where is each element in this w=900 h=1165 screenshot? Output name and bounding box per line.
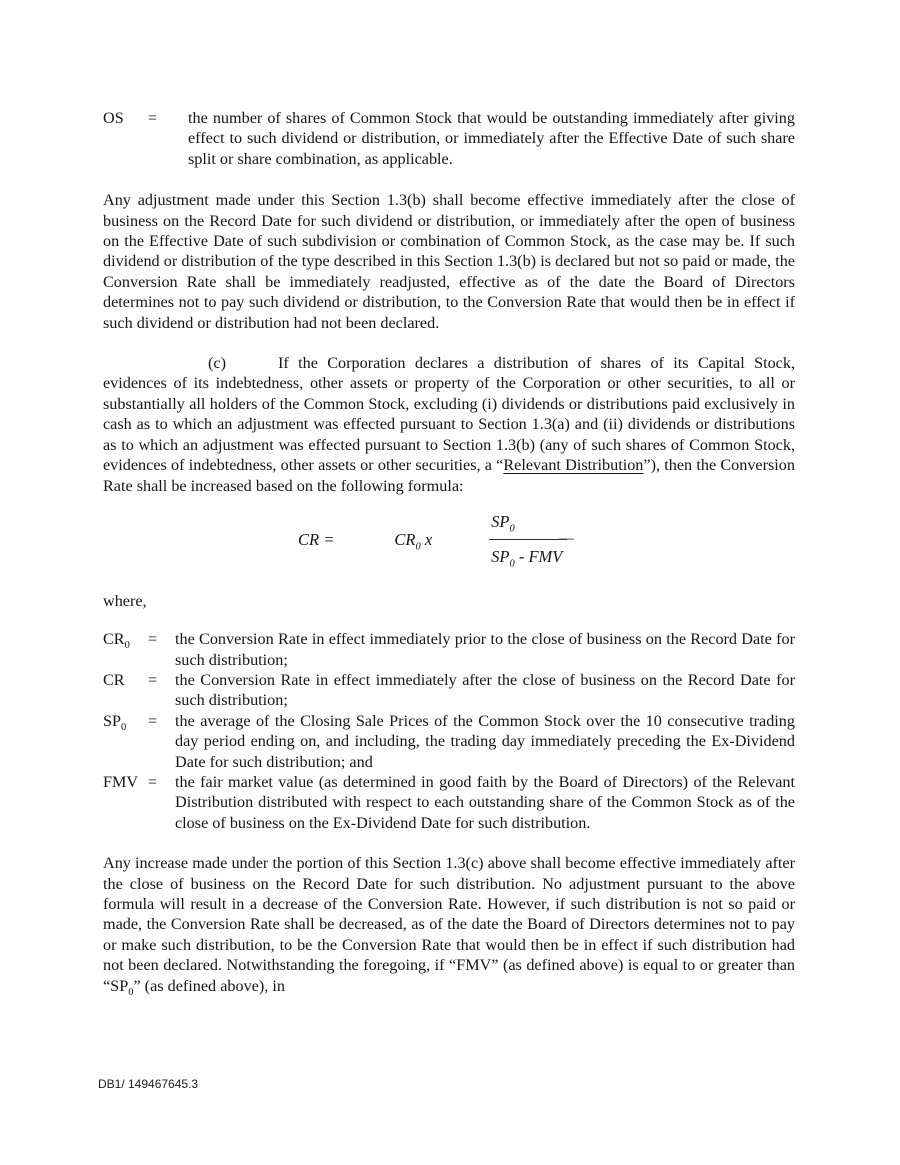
fraction-bar-row — [489, 528, 581, 548]
formula-multiplier-x: x — [420, 529, 433, 549]
paragraph-increase-part1: Any increase made under the portion of this Section 1.3(c) above shall become effective immediately after the close of business on the Record Date for such distribution. No adjustment pursuant to the above formula will result in a decrease of the Conversion Rate. However, if such distribution is not so paid or made, the Conversion Rate shall be decreased, as of the date the Board of Directors determines not to pay or make such distribution, to be the Conversion Rate that would then be in effect if such distribution had not been declared. Notwithstanding the foregoing, if “FMV” (as defined above) is equal to or greater than “SP — [103, 854, 795, 995]
fraction-denominator-subscript: 0 — [509, 558, 515, 570]
formula-multiplier-main: CR — [394, 529, 416, 549]
paragraph-increase — [103, 853, 795, 996]
fraction-numerator-main: SP — [491, 511, 510, 531]
section-c-label: (c) — [208, 354, 226, 373]
definition-text-cr: the Conversion Rate in effect immediately after the close of business on the Record Date for such distribution; — [175, 670, 795, 710]
paragraph-increase-sp-subscript: 0 — [128, 986, 134, 998]
paragraph-increase-part2: ” (as defined above), in — [133, 976, 285, 995]
fraction-numerator-subscript: 0 — [509, 523, 515, 535]
definition-row-cr0 — [103, 629, 795, 670]
relevant-distribution-underlined-term: Relevant Distribution — [503, 456, 644, 475]
definition-term-fmv-main: FMV — [103, 772, 139, 791]
fraction-bar-dash: — — [559, 528, 573, 548]
fraction-bar — [489, 539, 567, 540]
definition-text-sp0: the average of the Closing Sale Prices of the Common Stock over the 10 consecutive trading day period ending on, and including, the trading day immediately preceding the Ex-Dividend Date for such distribution; and — [175, 711, 795, 771]
formula-multiplier-subscript: 0 — [415, 540, 421, 552]
equals-sign: = — [148, 711, 158, 730]
definition-row-sp0 — [103, 711, 795, 772]
document-reference-footer: DB1/ 149467645.3 — [98, 1077, 199, 1091]
equals-sign: = — [148, 630, 158, 649]
definitions-list — [103, 629, 795, 833]
os-definition-text: the number of shares of Common Stock that would be outstanding immediately after giving effect to such dividend or distribution, or immediately after the Effective Date of such share split or share combination, as applicable. — [188, 109, 795, 168]
equals-sign: = — [148, 109, 158, 127]
formula-fraction — [489, 512, 581, 568]
definition-term-sp0 — [103, 711, 148, 772]
page-content — [103, 108, 795, 996]
paragraph-c-text-before: If the Corporation declares a distribution of shares of its Capital Stock, evidences of its indebtedness, other assets or property of the Corporation or other securities, to all or substantially all holders of the Common Stock, excluding (i) dividends or distributions paid exclusively in cash as to which an adjustment was effected pursuant to Section 1.3(a) and (ii) dividends or distributions as to which an adjustment was effected pursuant to Section 1.3(b) (any of such shares of Common Stock, evidences of indebtedness, other assets or other securities, a “ — [103, 354, 795, 475]
definition-row-cr — [103, 670, 795, 711]
paragraph-c — [103, 353, 795, 496]
definition-term-cr-main: CR — [103, 670, 125, 689]
definition-term-sp0-main: SP — [103, 711, 122, 730]
definition-text-cr0: the Conversion Rate in effect immediately prior to the close of business on the Record Date for such distribution; — [175, 630, 795, 669]
fraction-denominator-rest: - FMV — [514, 547, 563, 567]
where-label: where, — [103, 591, 147, 610]
definition-term-cr0-subscript: 0 — [124, 640, 130, 652]
paragraph-c-text-after: ”), then the Conversion Rate shall be increased based on the following formula: — [103, 456, 795, 495]
definition-term-cr0 — [103, 629, 148, 670]
formula-lhs: CR = — [298, 529, 335, 549]
formula-multiplier — [394, 530, 432, 550]
conversion-formula — [298, 512, 795, 568]
definition-text-fmv: the fair market value (as determined in good faith by the Board of Directors) of the Relevant Distribution distributed with respect to each outstanding share of the Common Stock as of the close of business on the Ex-Dividend Date for such distribution. — [175, 772, 795, 832]
fraction-denominator — [489, 547, 581, 570]
definition-term-cr0-main: CR — [103, 630, 125, 649]
definition-term-sp0-subscript: 0 — [121, 721, 127, 733]
equals-sign: = — [148, 772, 158, 791]
fraction-denominator-main: SP — [491, 547, 510, 567]
definition-row-fmv — [103, 772, 795, 833]
equals-sign: = — [148, 670, 158, 689]
paragraph-adjustment: Any adjustment made under this Section 1.3(b) shall become effective immediately after the close of business on the Record Date for such dividend or distribution, or immediately after the open of business on the Effective Date of such subdivision or combination of Common Stock, as the case may be. If such dividend or distribution of the type described in this Section 1.3(b) is declared but not so paid or made, the Conversion Rate shall be immediately readjusted, effective as of the date the Board of Directors determines not to pay such dividend or distribution, to the Conversion Rate that would then be in effect if such dividend or distribution had not been declared. — [103, 191, 795, 332]
definition-term-cr — [103, 670, 148, 711]
os-term: OS — [103, 109, 124, 127]
os-definition-row — [103, 108, 795, 169]
definition-term-fmv — [103, 772, 148, 833]
